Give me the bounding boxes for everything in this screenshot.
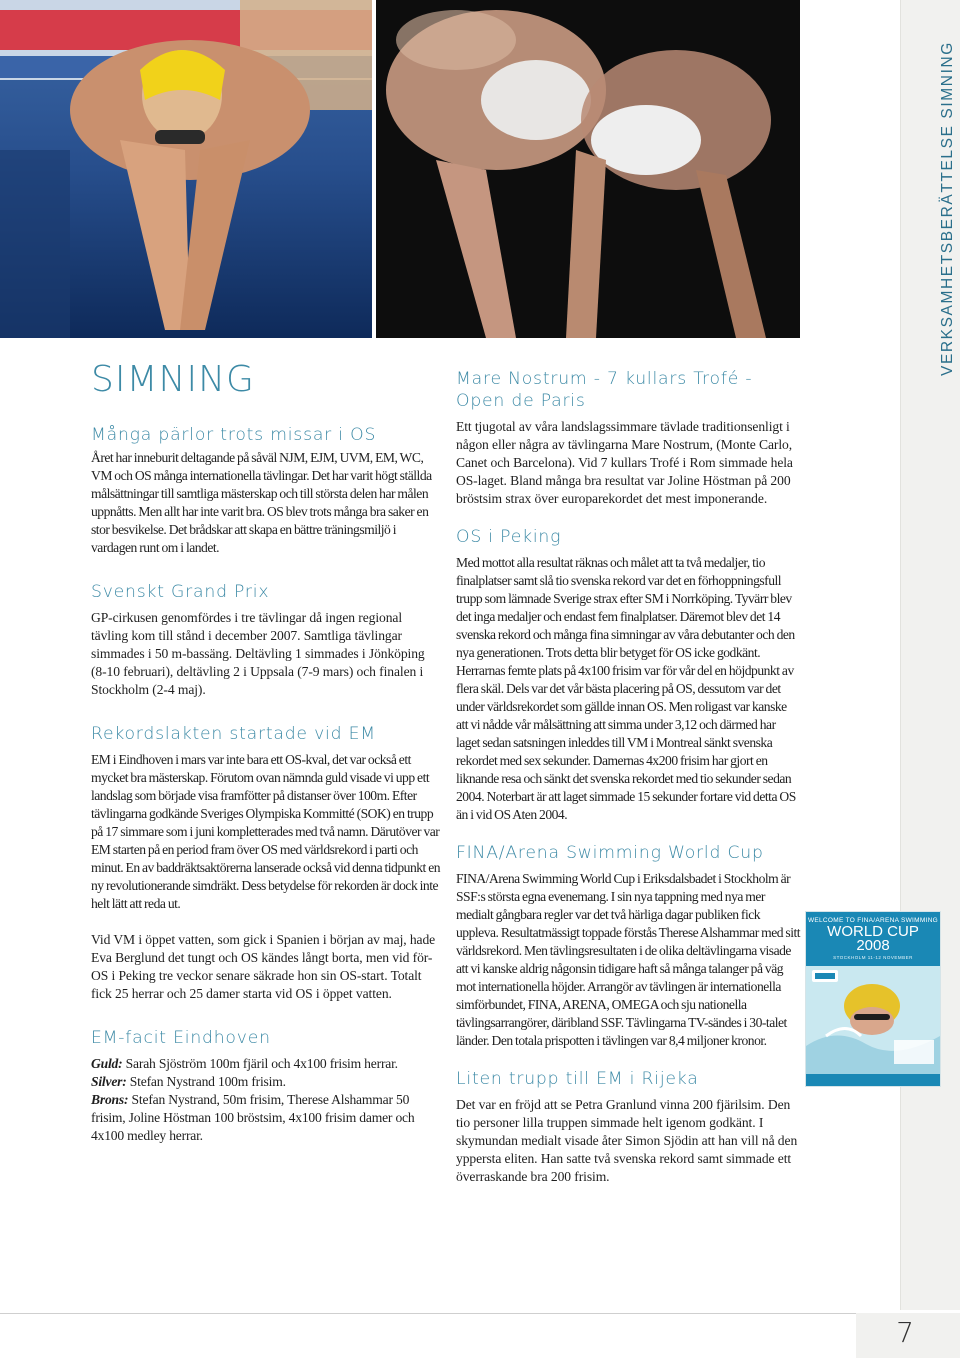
left-column bbox=[91, 359, 441, 1145]
text-mare-nostrum: Ett tjugotal av våra landslagssimmare tävlade traditionsenligt i någon eller några av tävlingarna Mare Nostrum, (Monte Carlo, Canet och Barcelona). Vid 7 kullars Trofé i Rom simmade hela OS-laget. Bland många bra resultat var Joline Höstman på 200 bröstsim strax över europarekordet det mest imponerande. bbox=[456, 419, 793, 506]
heading-intro: Många pärlor trots missar i OS bbox=[91, 425, 377, 445]
footer-rule bbox=[0, 1313, 960, 1314]
side-label: VERKSAMHETSBERÄTTELSE SIMNING bbox=[939, 41, 956, 376]
facit-guld bbox=[91, 1055, 441, 1073]
facit-guld-label: Guld: bbox=[91, 1056, 123, 1071]
facit-guld-text: Sarah Sjöström 100m fjäril och 4x100 frisim herrar. bbox=[122, 1056, 398, 1071]
facit-brons bbox=[91, 1091, 441, 1145]
right-column bbox=[456, 368, 801, 1186]
heading-grand-prix: Svenskt Grand Prix bbox=[91, 582, 270, 602]
text-grand-prix: GP-cirkusen genomfördes i tre tävlingar då ingen regional tävling kom till stånd i december 2007. Samtliga tävlingar simmades i 50 m-bassäng. Deltävling 1 simmades i Jönköping (8-10 februari), deltävling 2 i Uppsala (7-9 mars) och finalen i Stockholm (2-4 maj). bbox=[91, 610, 425, 697]
photo-swimmers-starting-blocks bbox=[376, 0, 800, 338]
photo-swimmer-diving bbox=[0, 0, 372, 338]
facit-brons-label: Brons: bbox=[91, 1092, 129, 1107]
facit-brons-text: Stefan Nystrand, 50m frisim, Therese Alshammar 50 frisim, Joline Höstman 100 bröstsim, 4x100 frisim damer och 4x100 medley herrar. bbox=[91, 1092, 415, 1143]
poster-kicker: WELCOME TO FINA/ARENA SWIMMING bbox=[807, 917, 939, 924]
world-cup-poster bbox=[806, 912, 940, 1086]
text-vm-open-water: Vid VM i öppet vatten, som gick i Spanien i början av maj, hade Eva Berglund det tungt och OS kändes långt borta, men vid för-OS i Peking tre veckor senare säkrade hon sin OS-start. Totalt fick 25 herrar och 25 damer starta vid OS i öppet vatten. bbox=[91, 932, 436, 1001]
poster-title-line1: WORLD CUP bbox=[827, 923, 919, 940]
text-rijeka: Det var en fröjd att se Petra Granlund vinna 200 fjärilsim. Den tio personer lilla truppen simmade helt igenom godkänt. I skymundan medialt visade åter Simon Sjödin att han vill nå den yppersta eliten. Han satte två svenska rekord samt simmade ett överraskande bra 200 frisim. bbox=[456, 1097, 798, 1184]
poster-title bbox=[806, 925, 940, 953]
page-number-box bbox=[856, 1313, 960, 1358]
text-intro: Året har inneburit deltagande på såväl NJM, EJM, UVM, EM, WC, VM och OS många internationella tävlingar. Det har varit högt ställda målsättningar till samtliga mästerskap och till största delen har målen uppnåtts. Men allt har inte varit bra. OS blev trots många bra saker en stor besvikelse. Det brådskar att skapa en bättre träningsmiljö i vardagen runt om i landet. bbox=[91, 450, 432, 555]
text-os-peking: Med mottot alla resultat räknas och målet att ta två medaljer, tio finalplatser samt slå tio svenska rekord var det en förhoppningsfull trupp som lämnade Sverige strax efter SM i Norrköping. Tyvärr blev det inga medaljer och endast fem finalplatser. Däremot blev det 14 svenska rekord och många fina simningar av våra debutanter och den nya generationen. Trots detta blir betyget för OS icke godkänt. Herrarnas femte plats på 4x100 frisim var för vår del en höjdpunkt av flera skäl. Dels var det vår bästa placering på OS, dessutom var det under världsrekordet som gällde innan OS. Men roligast var kanske att vi nådde vår målsättning att simma under 3,12 och därmed har laget sedan satsningen inleddes till VM i Montreal sänkt svenska rekordet med sex sekunder. Damernas 4x200 frisim har gjort en liknande resa och sänkt det svenska rekordet med tio sekunder sedan 2004. Noterbart är att laget simmade 15 sekunder fortare vid detta OS än i vid OS Aten 2004. bbox=[456, 555, 796, 822]
poster-subtitle: STOCKHOLM 11-12 NOVEMBER bbox=[833, 955, 913, 960]
heading-world-cup: FINA/Arena Swimming World Cup bbox=[456, 843, 764, 863]
page-title: SIMNING bbox=[91, 359, 255, 400]
poster-title-line2: 2008 bbox=[856, 937, 890, 954]
em-facit-list bbox=[91, 1055, 441, 1145]
facit-silver bbox=[91, 1073, 441, 1091]
page-number: 7 bbox=[896, 1316, 914, 1349]
heading-mare-nostrum: Mare Nostrum - 7 kullars Trofé - Open de Paris bbox=[456, 369, 753, 411]
poster-swimmer-image bbox=[806, 966, 940, 1086]
heading-em-facit: EM-facit Eindhoven bbox=[91, 1028, 271, 1048]
heading-rekordslakten: Rekordslakten startade vid EM bbox=[91, 724, 376, 744]
text-rekordslakten: EM i Eindhoven i mars var inte bara ett OS-kval, det var också ett mycket bra mästerskap. Förutom ovan nämnda guld visade vi upp ett landslag som började visa framfötter på distanser över 100m. Efter tävlingarna godkände Sveriges Olympiska Kommitté (SOK) en trupp på 17 simmare som i juni kompletterades med två namn. Därutöver var EM starten på en period fram över OS med världsrekord i parti och minut. En av baddräktsaktörerna lanserade också vid denna tidpunkt en ny revolutionerande simdräkt. Dess betydelse för rekorden är dock inte helt lätt att reda ut. bbox=[91, 752, 441, 911]
text-world-cup: FINA/Arena Swimming World Cup i Eriksdalsbadet i Stockholm är SSF:s största egna evenemang. I sin nya tappning med nya mer medialt gångbara regler var det två härliga dagar publiken fick uppleva. Resultatmässigt toppade förstås Therese Alshammar med sitt världsrekord. Men tävlingsresultaten i de olika deltävlingarna visade att vi kanske aldrig någonsin tidigare haft så många talanger på väg mot internationella höjder. Arrangör av tävlingen är internationella simförbundet, FINA, ARENA, OMEGA och sju nationella tävlingsarrangörer, däribland SSF. Tävlingarna TV-sändes i 30-talet länder. Den totala prispotten i tävlingen var 8,4 miljoner kronor. bbox=[456, 871, 801, 1048]
facit-silver-text: Stefan Nystrand 100m frisim. bbox=[126, 1074, 286, 1089]
heading-os-peking: OS i Peking bbox=[456, 527, 562, 547]
facit-silver-label: Silver: bbox=[91, 1074, 127, 1089]
heading-rijeka: Liten trupp till EM i Rijeka bbox=[456, 1069, 699, 1089]
